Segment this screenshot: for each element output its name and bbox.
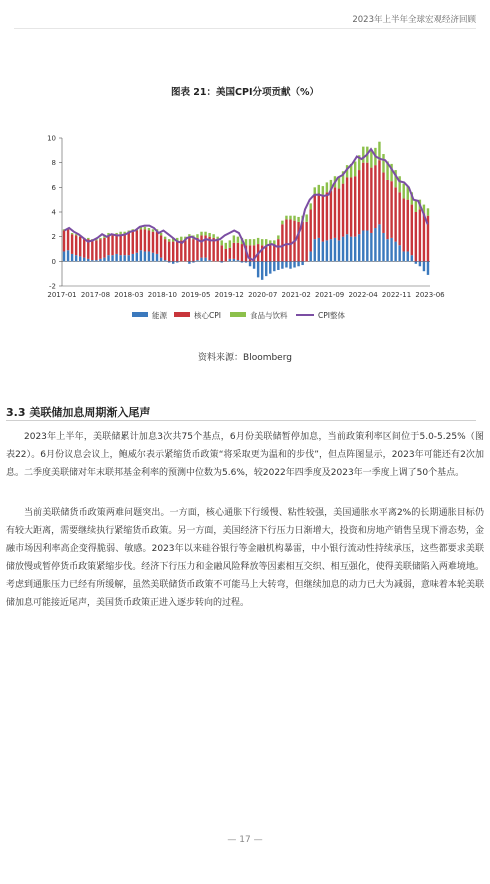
bar-segment-core (269, 245, 271, 261)
x-tick-label: 2021-02 (281, 291, 311, 299)
bar-segment-core (374, 165, 376, 228)
bar-segment-food (382, 154, 384, 173)
bar-segment-core (281, 224, 283, 261)
legend-label-total: CPI整体 (318, 311, 345, 320)
bar-segment-core (99, 239, 101, 259)
bar-segment-food (152, 229, 154, 231)
bar-segment-energy (293, 261, 295, 267)
bar-segment-food (221, 240, 223, 245)
bar-segment-core (358, 170, 360, 234)
bar-segment-food (305, 214, 307, 221)
bar-segment-core (301, 222, 303, 261)
bar-segment-food (148, 228, 150, 230)
bar-segment-core (91, 240, 93, 260)
bar-segment-food (370, 150, 372, 167)
bar-segment-energy (398, 245, 400, 261)
bar-segment-energy (200, 258, 202, 262)
cpi-contribution-chart (0, 120, 490, 332)
bar-segment-core (382, 173, 384, 233)
bar-segment-core (297, 222, 299, 261)
bar-segment-core (176, 242, 178, 262)
bar-segment-food (119, 232, 121, 234)
bar-segment-core (411, 205, 413, 256)
bar-segment-energy (350, 237, 352, 262)
section-title: 3.3 美联储加息周期渐入尾声 (6, 406, 151, 419)
bar-segment-energy (136, 253, 138, 262)
bar-segment-core (172, 242, 174, 262)
report-header-title: 2023年上半年全球宏观经济回顾 (352, 15, 476, 25)
bar-segment-energy (75, 255, 77, 261)
bar-segment-food (314, 187, 316, 194)
figure-source: 资料来源：Bloomberg (198, 353, 292, 363)
bar-segment-food (99, 238, 101, 239)
bar-segment-energy (407, 251, 409, 261)
bar-segment-energy (99, 259, 101, 261)
bar-segment-energy (119, 255, 121, 261)
bar-segment-food (261, 239, 263, 245)
bar-segment-food (403, 184, 405, 199)
bar-segment-energy (265, 261, 267, 276)
bar-segment-core (168, 242, 170, 262)
bar-segment-food (168, 239, 170, 241)
paragraph-policy-dilemma: 当前美联储货币政策两难问题突出。一方面，核心通胀下行缓慢、粘性较强，美国通胀水平离2%的长期通胀目标仍有较大距离，需要继续执行紧缩货币政策。另一方面，美国经济下行压力日渐增大，投资和房地产销售呈现下滑态势，金融市场因利率高企变得脆弱、敏感。2023年以来硅谷银行等金融机构暴雷，中小银行流动性持续承压，这些都要求美联储放慢或暂停货币政策紧缩步伐。经济下行压力和金融风险释放等因素相互交织、相互强化，使得美联储陷入两难境地。考虑到通胀压力已经有所缓解，虽然美联储货币政策不可能马上大转弯，但继续加息的动力已大为减弱，意味着本轮美联储加息可能接近尾声，美国货币政策正进入逐步转向的过程。 (6, 508, 484, 608)
bar-segment-energy (91, 260, 93, 261)
bar-segment-food (212, 234, 214, 238)
bar-segment-energy (156, 254, 158, 261)
bar-segment-energy (390, 238, 392, 261)
bar-segment-food (297, 217, 299, 222)
x-tick-label: 2019-12 (214, 291, 244, 299)
y-tick-label: 10 (47, 134, 56, 143)
bar-segment-core (338, 189, 340, 241)
bar-segment-energy (269, 261, 271, 273)
bar-segment-energy (370, 233, 372, 261)
bar-segment-core (103, 238, 105, 258)
bar-segment-energy (83, 258, 85, 262)
bar-segment-energy (415, 261, 417, 263)
bar-segment-core (188, 238, 190, 261)
bar-segment-core (334, 187, 336, 238)
legend-label-energy: 能源 (152, 311, 167, 320)
bar-segment-core (192, 239, 194, 261)
bar-segment-food (204, 232, 206, 236)
bar-segment-energy (164, 260, 166, 261)
bar-segment-core (330, 191, 332, 239)
bar-segment-food (285, 216, 287, 220)
bar-segment-core (322, 195, 324, 242)
bar-segment-energy (123, 255, 125, 261)
bar-segment-core (237, 243, 239, 260)
bar-segment-energy (241, 261, 243, 262)
bar-segment-food (225, 243, 227, 249)
bar-segment-food (338, 177, 340, 188)
x-tick-label: 2018-10 (147, 291, 177, 299)
bar-segment-energy (160, 258, 162, 262)
bar-segment-core (148, 231, 150, 252)
bar-segment-food (322, 186, 324, 195)
bar-segment-core (63, 231, 65, 252)
bar-segment-core (398, 192, 400, 245)
x-tick-label: 2023-06 (415, 291, 445, 299)
bar-segment-core (289, 219, 291, 261)
bar-segment-energy (378, 224, 380, 261)
y-tick-label: -2 (49, 282, 56, 291)
bar-segment-core (200, 235, 202, 257)
bar-segment-core (152, 232, 154, 253)
bar-segment-energy (358, 234, 360, 261)
bar-segment-core (394, 187, 396, 241)
bar-segment-core (119, 234, 121, 255)
bar-segment-energy (338, 240, 340, 261)
bar-segment-energy (87, 259, 89, 261)
bar-segment-energy (144, 251, 146, 261)
bar-segment-core (225, 249, 227, 261)
bar-segment-energy (253, 261, 255, 268)
bar-segment-core (390, 181, 392, 238)
bar-segment-energy (285, 261, 287, 267)
bar-segment-energy (403, 251, 405, 261)
bar-segment-core (318, 194, 320, 238)
bar-segment-energy (71, 254, 73, 261)
bar-segment-core (314, 195, 316, 239)
bar-segment-energy (281, 261, 283, 268)
bar-segment-energy (115, 254, 117, 261)
x-tick-label: 2021-09 (315, 291, 345, 299)
bar-segment-energy (309, 251, 311, 261)
bar-segment-food (87, 238, 89, 239)
bar-segment-energy (172, 261, 174, 263)
bar-segment-energy (301, 261, 303, 265)
bar-segment-energy (233, 259, 235, 261)
bar-segment-food (277, 235, 279, 239)
bar-segment-energy (208, 260, 210, 261)
legend-label-core: 核心CPI (194, 311, 221, 320)
bar-segment-energy (314, 239, 316, 261)
bar-segment-energy (346, 234, 348, 261)
bar-segment-food (253, 239, 255, 245)
bar-segment-energy (342, 237, 344, 262)
x-tick-label: 2019-05 (181, 291, 211, 299)
legend-label-food: 食品与饮料 (250, 311, 288, 320)
section-divider (6, 420, 476, 421)
bar-segment-energy (354, 237, 356, 262)
bar-segment-energy (374, 228, 376, 261)
bar-segment-core (403, 198, 405, 251)
bar-segment-core (184, 240, 186, 261)
bar-segment-core (140, 229, 142, 250)
bar-segment-core (277, 239, 279, 261)
bar-segment-core (79, 237, 81, 257)
bar-segment-core (95, 240, 97, 260)
bar-segment-food (281, 221, 283, 225)
bar-segment-energy (221, 261, 223, 262)
bar-segment-food (200, 232, 202, 236)
bar-segment-core (241, 244, 243, 261)
page-number: — 17 — (227, 835, 263, 845)
bar-segment-core (326, 192, 328, 240)
bar-segment-energy (204, 258, 206, 262)
bar-segment-food (144, 227, 146, 229)
bar-segment-energy (249, 261, 251, 266)
bar-segment-core (144, 229, 146, 251)
y-tick-label: 2 (51, 233, 56, 242)
bar-segment-food (249, 239, 251, 245)
bar-segment-core (128, 233, 130, 255)
bar-segment-core (164, 239, 166, 260)
legend-swatch-core (174, 312, 190, 317)
x-tick-label: 2017-01 (47, 291, 77, 299)
bar-segment-food (208, 233, 210, 237)
y-tick-label: 4 (51, 208, 56, 217)
bar-segment-energy (192, 261, 194, 262)
header-divider (14, 28, 476, 29)
bar-segment-energy (148, 251, 150, 261)
bar-segment-food (71, 233, 73, 234)
bar-segment-energy (382, 233, 384, 261)
bar-segment-core (115, 234, 117, 254)
bar-segment-energy (237, 260, 239, 261)
bar-segment-energy (423, 261, 425, 271)
bar-segment-energy (132, 254, 134, 261)
paragraph-rate-hikes: 2023年上半年，美联储累计加息3次共75个基点，6月份美联储暂停加息，当前政策利率区间位于5.0-5.25%（图表22）。6月份议息会议上，鲍威尔表示紧缩货币政策“将采取更为温和的步伐”，但点阵图显示，2023年可能还有2次加息。二季度美联储对年末联邦基金利率的预测中位数为5.6%，较2022年四季度及2023年一季度上调了50个基点。 (6, 432, 484, 478)
bar-segment-energy (394, 242, 396, 262)
bar-segment-core (71, 234, 73, 254)
bar-segment-core (132, 232, 134, 254)
bar-segment-energy (188, 261, 190, 263)
bar-segment-energy (419, 261, 421, 266)
bar-segment-core (83, 239, 85, 258)
bar-segment-energy (103, 258, 105, 262)
bar-segment-food (115, 233, 117, 234)
y-tick-label: 6 (51, 183, 56, 192)
bar-segment-energy (289, 261, 291, 268)
bar-segment-core (107, 235, 109, 255)
bar-segment-core (354, 176, 356, 236)
legend-swatch-food (230, 312, 246, 317)
bar-segment-food (293, 216, 295, 221)
bar-segment-food (289, 216, 291, 220)
bar-segment-food (354, 161, 356, 176)
bar-segment-core (346, 177, 348, 234)
x-tick-label: 2022-04 (348, 291, 378, 299)
bar-segment-core (366, 163, 368, 231)
bar-segment-core (386, 180, 388, 239)
bar-segment-energy (245, 261, 247, 262)
bar-segment-core (212, 238, 214, 261)
bar-segment-core (423, 213, 425, 261)
bar-segment-energy (168, 261, 170, 262)
bar-segment-core (221, 245, 223, 261)
bar-segment-food (273, 240, 275, 244)
bar-segment-energy (257, 261, 259, 277)
x-tick-label: 2022-11 (381, 291, 412, 299)
bar-segment-core (233, 243, 235, 259)
legend-swatch-energy (132, 312, 148, 317)
bar-segment-core (75, 235, 77, 255)
bar-segment-core (196, 238, 198, 260)
bar-segment-core (309, 210, 311, 252)
bar-segment-energy (386, 239, 388, 261)
x-tick-label: 2018-03 (114, 291, 144, 299)
bar-segment-food (309, 203, 311, 209)
y-tick-label: 8 (51, 159, 56, 168)
bar-segment-food (160, 233, 162, 235)
bar-segment-energy (140, 250, 142, 261)
bar-segment-energy (229, 259, 231, 261)
bar-segment-energy (318, 238, 320, 261)
bar-segment-food (326, 182, 328, 192)
y-tick-label: 0 (51, 257, 56, 266)
bar-segment-energy (297, 261, 299, 266)
bar-segment-core (156, 232, 158, 254)
bar-segment-food (233, 235, 235, 242)
bar-segment-energy (366, 231, 368, 262)
bar-segment-food (257, 238, 259, 244)
bar-segment-energy (277, 261, 279, 270)
bar-segment-core (342, 184, 344, 237)
bar-segment-food (229, 240, 231, 247)
bar-segment-energy (107, 255, 109, 261)
bar-segment-energy (273, 261, 275, 271)
bar-segment-core (160, 235, 162, 257)
bar-segment-food (362, 147, 364, 163)
bar-segment-energy (79, 256, 81, 261)
bar-segment-core (305, 222, 307, 261)
bar-segment-energy (362, 231, 364, 262)
bar-segment-core (67, 229, 69, 250)
bar-segment-energy (334, 238, 336, 261)
bar-segment-energy (322, 242, 324, 262)
bar-segment-core (216, 240, 218, 261)
bar-segment-energy (261, 261, 263, 280)
bar-segment-food (164, 237, 166, 239)
bar-segment-core (362, 163, 364, 231)
bar-segment-core (407, 200, 409, 252)
bar-segment-core (350, 177, 352, 236)
bar-segment-food (415, 201, 417, 212)
bar-segment-core (123, 234, 125, 255)
bar-segment-food (180, 237, 182, 241)
bar-segment-core (370, 168, 372, 233)
bar-segment-food (318, 185, 320, 194)
bar-segment-core (111, 235, 113, 255)
bar-segment-energy (63, 251, 65, 261)
figure-title: 图表 21：美国CPI分项贡献（%） (170, 87, 320, 98)
x-tick-label: 2020-07 (248, 291, 278, 299)
bar-segment-energy (152, 253, 154, 262)
bar-segment-core (285, 219, 287, 261)
bar-segment-energy (67, 250, 69, 261)
bar-segment-energy (411, 255, 413, 261)
bar-segment-energy (330, 239, 332, 261)
bar-segment-food (427, 208, 429, 215)
bar-segment-core (419, 210, 421, 262)
bar-segment-energy (326, 240, 328, 261)
bar-segment-energy (111, 255, 113, 261)
bar-segment-core (415, 212, 417, 261)
bar-segment-energy (196, 260, 198, 261)
bar-segment-energy (427, 261, 429, 275)
bar-segment-core (229, 248, 231, 259)
bar-segment-core (378, 160, 380, 224)
bar-segment-energy (128, 255, 130, 261)
bar-segment-energy (176, 261, 178, 262)
bar-segment-food (196, 234, 198, 238)
bar-segment-food (237, 237, 239, 243)
x-tick-label: 2017-08 (80, 291, 111, 299)
bar-segment-energy (95, 260, 97, 261)
bar-segment-core (136, 231, 138, 253)
